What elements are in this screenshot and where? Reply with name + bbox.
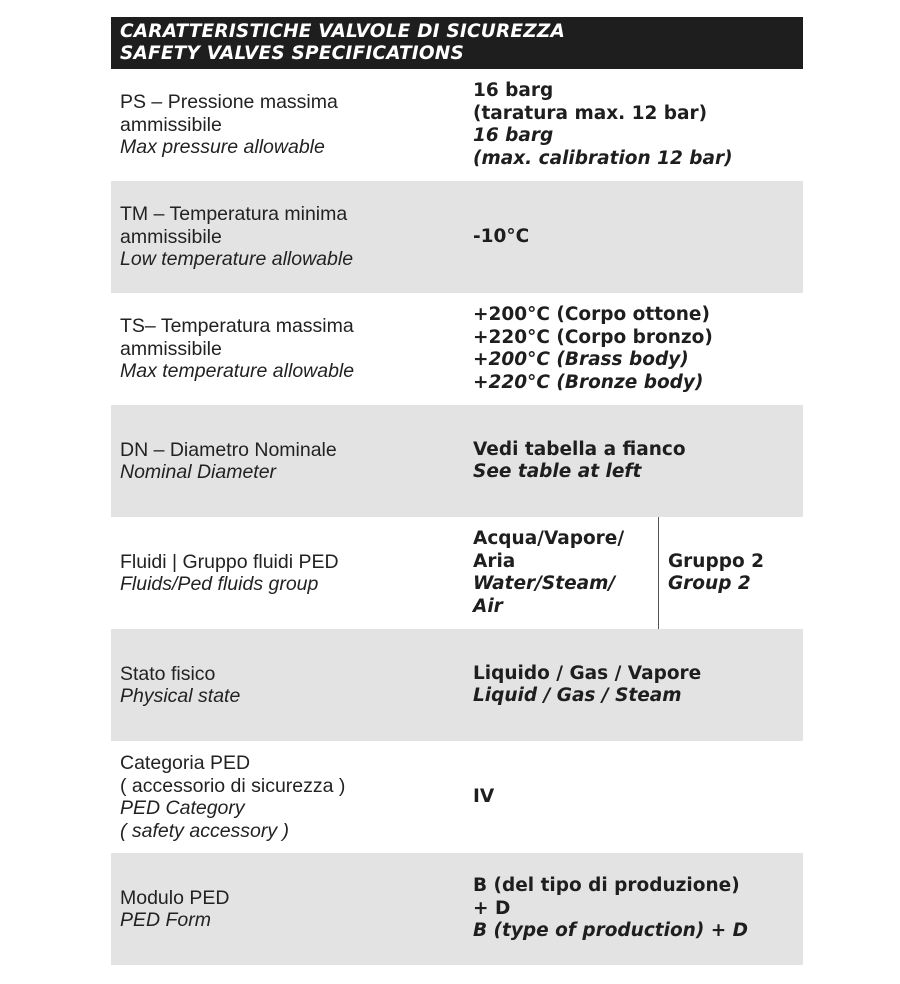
header-title-it: CARATTERISTICHE VALVOLE DI SICUREZZA — [120, 21, 566, 42]
spec-value — [464, 293, 803, 405]
value-en-line: Water/Steam/ — [473, 573, 616, 594]
spec-row-ped-category — [111, 741, 803, 853]
label-en-line: PED Category — [120, 797, 245, 819]
label-line: ( accessorio di sicurezza ) — [120, 774, 346, 797]
label-line: TS– Temperatura massima — [120, 315, 354, 338]
spec-label — [111, 405, 464, 517]
spec-value — [464, 853, 803, 965]
spec-value-split — [464, 517, 803, 629]
group-it: Gruppo 2 — [668, 550, 764, 572]
value-en-line: +200°C (Brass body) — [473, 349, 689, 370]
fluids-group-value — [659, 517, 803, 629]
label-line: ammissibile — [120, 337, 222, 360]
spec-label — [111, 181, 464, 293]
label-en: Nominal Diameter — [120, 461, 277, 483]
label-line: ammissibile — [120, 113, 222, 136]
spec-label — [111, 293, 464, 405]
spec-value — [464, 405, 803, 517]
label-line: ammissibile — [120, 225, 222, 248]
label-en: PED Form — [120, 909, 212, 931]
value-en-line: Liquid / Gas / Steam — [473, 685, 682, 706]
label-line: Categoria PED — [120, 752, 251, 774]
label-line: Stato fisico — [120, 662, 216, 685]
table-header — [111, 17, 803, 69]
value-line: Aria — [473, 550, 516, 572]
spec-value — [464, 741, 803, 853]
spec-label — [111, 853, 464, 965]
group-en: Group 2 — [668, 573, 751, 594]
value-line: IV — [473, 785, 495, 807]
safety-valves-spec-table — [111, 17, 803, 965]
value-line: B (del tipo di produzione) — [473, 875, 740, 897]
value-line: +200°C (Corpo ottone) — [473, 304, 710, 325]
value-line: + D — [473, 897, 511, 919]
value-line: 16 barg — [473, 80, 554, 101]
value-en-line: (max. calibration 12 bar) — [473, 147, 733, 169]
value-en-line: Air — [473, 595, 503, 617]
spec-row-dn — [111, 405, 803, 517]
value-line: Vedi tabella a fianco — [473, 438, 686, 460]
value-line: Liquido / Gas / Vapore — [473, 662, 702, 684]
value-line: +220°C (Corpo bronzo) — [473, 326, 713, 348]
label-en: Low temperature allowable — [120, 248, 354, 271]
spec-row-ps — [111, 69, 803, 181]
label-en-line: ( safety accessory ) — [120, 819, 290, 842]
spec-label — [111, 517, 464, 629]
spec-row-fluids — [111, 517, 803, 629]
spec-label — [111, 69, 464, 181]
spec-label — [111, 741, 464, 853]
label-line: TM – Temperatura minima — [120, 203, 348, 226]
label-line: Modulo PED — [120, 886, 230, 909]
label-en: Fluids/Ped fluids group — [120, 573, 319, 595]
spec-row-tm — [111, 181, 803, 293]
value-en-line: B (type of production) + D — [473, 920, 749, 942]
label-en: Max temperature allowable — [120, 360, 355, 383]
spec-row-physical-state — [111, 629, 803, 741]
fluids-value — [464, 517, 659, 629]
spec-value — [464, 629, 803, 741]
header-title-en: SAFETY VALVES SPECIFICATIONS — [120, 43, 464, 64]
label-line: Fluidi | Gruppo fluidi PED — [120, 550, 339, 573]
value-line: -10°C — [473, 225, 530, 247]
value-en-line: 16 barg — [473, 125, 554, 146]
spec-value — [464, 181, 803, 293]
spec-value — [464, 69, 803, 181]
spec-label — [111, 629, 464, 741]
label-en: Physical state — [120, 685, 241, 707]
label-en: Max pressure allowable — [120, 136, 325, 159]
value-en-line: See table at left — [473, 461, 642, 482]
value-line: Acqua/Vapore/ — [473, 528, 625, 549]
spec-row-ts — [111, 293, 803, 405]
value-line: (taratura max. 12 bar) — [473, 102, 708, 124]
label-line: PS – Pressione massima — [120, 91, 338, 114]
spec-row-ped-form — [111, 853, 803, 965]
value-en-line: +220°C (Bronze body) — [473, 371, 704, 393]
label-line: DN – Diametro Nominale — [120, 438, 337, 461]
